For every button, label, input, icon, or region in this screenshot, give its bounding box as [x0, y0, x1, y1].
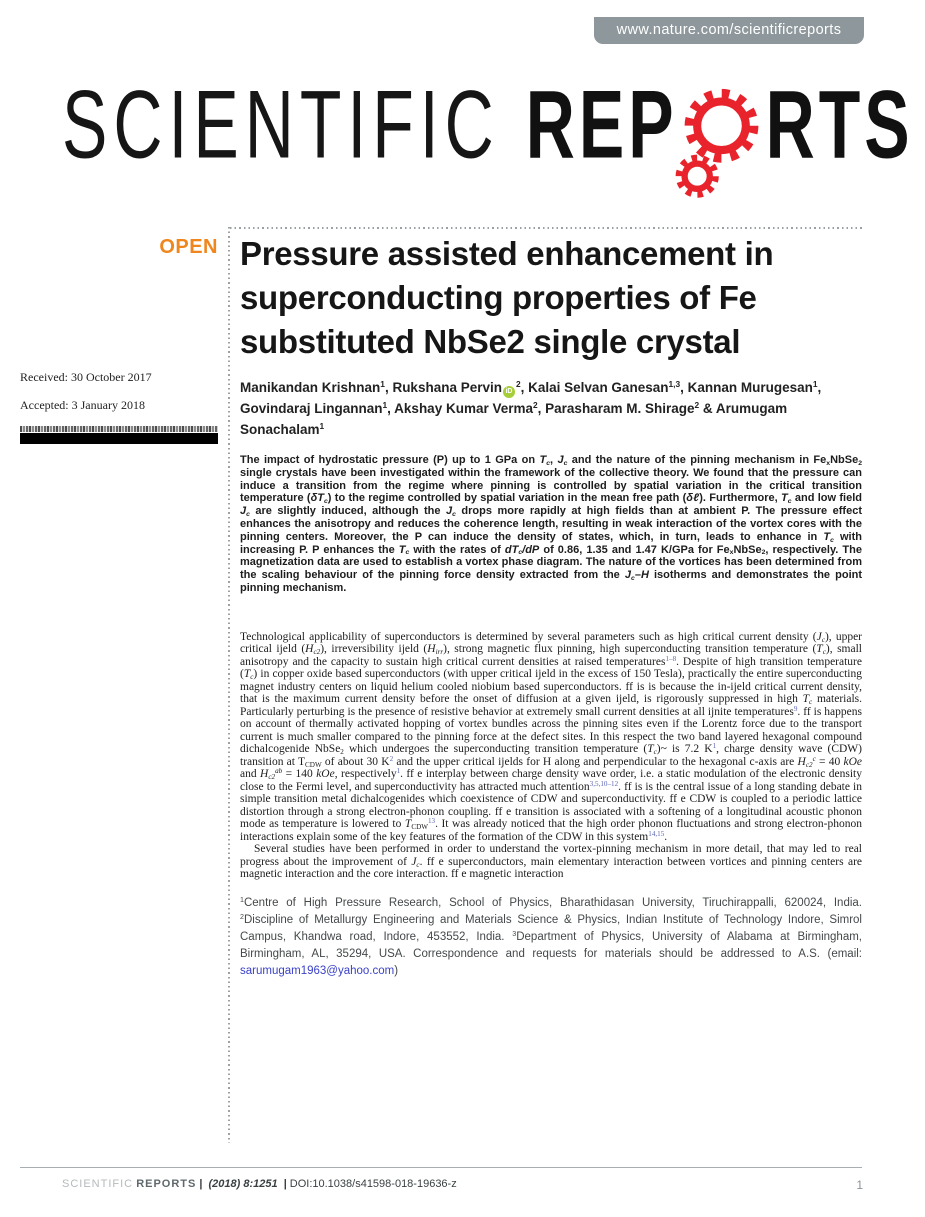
- body-paragraph-2: Several studies have been performed in order to understand the vortex-pinning mechanism in more detail, that may led to real progress about the improvement of $J_c$. ff e superconductors, main elementary interaction between vortices and pinning centers are magnetic interaction and the core interaction. ff e magnetic interaction: [240, 843, 863, 881]
- affiliations-footnote: $^1$Centre of High Pressure Research, School of Physics, Bharathidasan University, Tiruchirappalli, 620024, India. $^2$Discipline of Metallurgy Engineering and Materials Science & Physics, Indian Institute of Technology Indore, Simrol Campus, Khandwa road, Indore, 453552, India. $^3$Department of Physics, University of Alabama at Birmingham, Birmingham, AL, 35294, USA. Correspondence and requests for materials should be addressed to A.S. (email: sarumugam1963@yahoo.com): [240, 895, 862, 977]
- dotted-rule-horizontal: [230, 227, 862, 229]
- footer-separator-1: |: [199, 1178, 203, 1190]
- citation-ref[interactable]: 2: [389, 754, 394, 763]
- citation-ref[interactable]: 9: [793, 704, 798, 713]
- citation-ref[interactable]: 1: [396, 767, 401, 776]
- logo-reports-pre: REP: [525, 70, 678, 179]
- email-link[interactable]: sarumugam1963@yahoo.com: [240, 964, 395, 977]
- accepted-date: Accepted: 3 January 2018: [20, 398, 145, 412]
- footer-reports-name: REPORTS: [136, 1178, 197, 1190]
- logo-reports-post: RTS: [765, 70, 914, 179]
- title-line-1: Pressure assisted enhancement in: [240, 235, 774, 272]
- title-line-3: substituted NbSe2 single crystal: [240, 323, 741, 360]
- redaction-bar: [20, 433, 218, 444]
- footer-separator-2: |: [283, 1178, 287, 1190]
- published-date-redacted: [20, 426, 218, 432]
- citation-ref[interactable]: 1–8: [665, 654, 677, 663]
- title-line-2: superconducting properties of Fe: [240, 279, 757, 316]
- page-number: 1: [856, 1178, 863, 1192]
- dates-column: [20, 370, 218, 444]
- footer-citation: [62, 1178, 862, 1190]
- citation-ref[interactable]: 1: [712, 742, 717, 751]
- received-date: Received: 30 October 2017: [20, 370, 152, 384]
- logo-scientific-text: SCIENTIFIC: [62, 70, 500, 179]
- orcid-icon[interactable]: iD: [503, 386, 515, 398]
- article-main-column: [240, 232, 862, 980]
- site-url-banner[interactable]: www.nature.com/scientificreports: [594, 17, 864, 44]
- article-title: [240, 232, 862, 364]
- citation-ref[interactable]: 14,15: [648, 829, 665, 838]
- author-list: Manikandan Krishnan$^1$, Rukshana Pervin $iD^2$, Kalai Selvan Ganesan$^{1,3}$, Kannan Murugesan$^1$, Govindaraj Lingannan$^1$, Akshay Kumar Verma$^2$, Parasharam M. Shirage$^2$ & Arumugam Sonachalam$^1$: [240, 379, 822, 437]
- journal-logo-text: [62, 69, 914, 180]
- footer-journal-name: SCIENTIFIC: [62, 1178, 134, 1190]
- gear-icon: [672, 82, 762, 202]
- open-access-label: OPEN: [159, 236, 218, 258]
- citation-ref[interactable]: 13: [427, 817, 436, 826]
- journal-logo: [62, 70, 914, 184]
- citation-ref[interactable]: 3,5,10–12: [589, 779, 619, 788]
- abstract-text: The impact of hydrostatic pressure (P) up to 1 GPa on $T_c$, $J_c$ and the nature of the pinning mechanism in $Fe_xNbSe_2$ single crystals have been investigated within the framework of the collective theory. We found that the pressure can induce a transition from the regime where pinning is controlled by spatial variation in the critical transition temperature $(\delta T_c)$ to the regime controlled by spatial variation in the mean free path (δℓ). Furthermore, $T_c$ and low field $J_c$ are slightly induced, although the $J_c$ drops more rapidly at high fields than at ambient P. The pressure effect enhances the anisotropy and reduces the coherence length, resulting in weak interaction of the vortex cores with the pinning centers. Moreover, the P can induce the density of states, which, in turn, leads to enhance in $T_c$ with increasing P. P enhances the $T_c$ with the rates of $dT_c/dP$ of 0.86, 1.35 and 1.47 K/GPa for $Fe_xNbSe_2$, respectively. The magnetization data are used to establish a vortex phase diagram. The nature of the vortices has been determined from the scaling behaviour of the pinning force density extracted from the $J_c-H$ isotherms and demonstrates the point pinning mechanism.: [240, 454, 863, 594]
- article-body: [240, 631, 862, 881]
- footer-rule: [20, 1167, 862, 1168]
- footer-issue: (2018) 8:1251: [208, 1178, 278, 1190]
- body-paragraph-1: Technological applicability of superconductors is determined by several parameters such as high critical current density $(J_c)$, upper critical ijeld $(H_{c2})$, irreversibility ijeld $(H_{irr})$, strong magnetic flux pinning, high superconducting transition temperature $(T_c)$, small anisotropy and the capacity to sustain high critical current densities at raised temperatures$^{1-8}$. Despite of high transition temperature $(T_c)$ in copper oxide based superconductors (with upper critical ijeld in the excess of 150 Tesla), practically the entire superconducting magnet industry centers on liquid helium cooled niobium based superconductors. ff is is because the in-ijeld critical current density, that is the maximum current density before the onset of diffusion at a given ijeld, is rigorously suppressed in high $T_c$ materials. Particularly perturbing is the presence of resistive behavior at extremely small current densities at all ijnite temperatures$^9$. ff is happens on account of thermally activated hopping of vortex bundles across the pinning sites even if the Lorentz force due to the transport current is much smaller compared to the pinning force at the defect sites. In this respect the two band layered hexagonal compound dichalcogenide NbSe$_2$ which undergoes the superconducting transition temperature $(T_c)\sim$ is 7.2 K$^1$, charge density wave (CDW) transition at $T_{CDW}$ of about 30 K$^2$ and the upper critical ijelds for H along and perpendicular to the hexagonal c-axis are $H_{c2}^c = 40$ kOe and $H_{c2}^{ab} = 140$ kOe, respectively$^1$. ff e interplay between charge density wave order, i.e. a static modulation of the electronic density close to the Fermi level, and superconductivity has attracted much attention$^{3,5,10-12}$. ff is is the central issue of a long standing debate in simple transition metal dichalcogenides which coexistence of CDW and superconductivity. ff e CDW is coupled to a periodic lattice distortion through a strong electron-phonon coupling. ff e transition is associated with a softening of a longitudinal acoustic phonon mode as temperature is lowered to $T_{CDW}^{13}$. It was already noticed that the high order phonon fluctuations and strong electron-phonon interactions explain some of the key features of the formation of the CDW in this system$^{14,15}$.: [240, 630, 863, 843]
- dotted-rule-vertical: [228, 227, 230, 1143]
- footer-doi: DOI:10.1038/s41598-018-19636-z: [289, 1178, 457, 1190]
